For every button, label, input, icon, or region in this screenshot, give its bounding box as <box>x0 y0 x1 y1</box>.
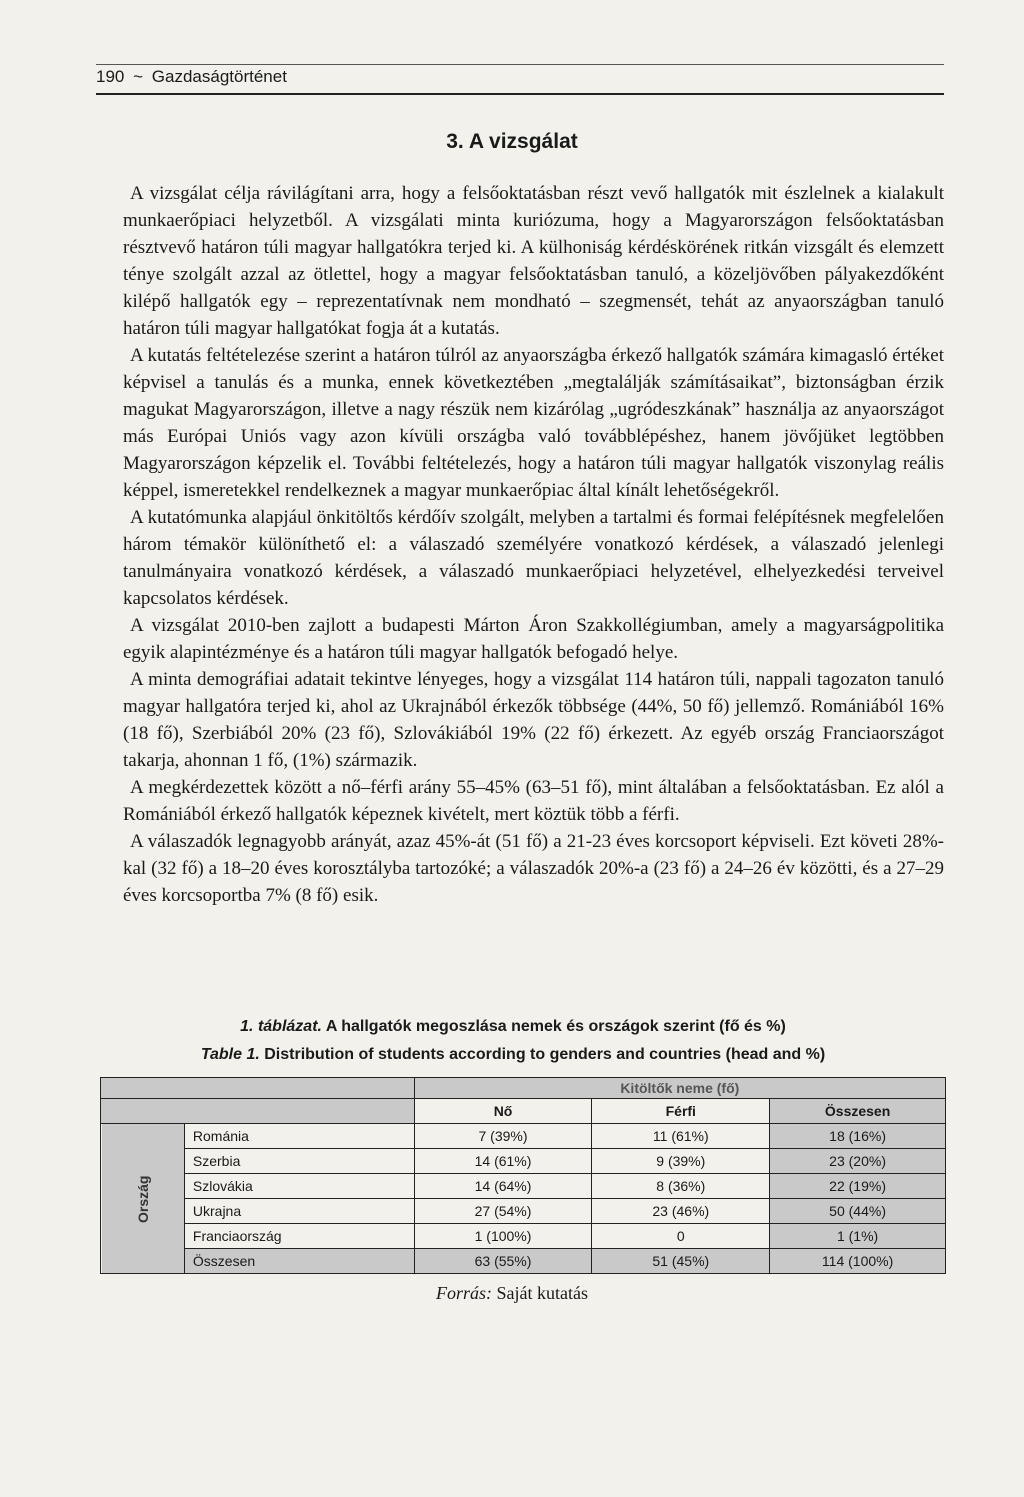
value-cell: 23 (20%) <box>770 1149 946 1174</box>
paragraph: A kutatás feltételezése szerint a határon túlról az anyaországba érkező hallgatók számára kimagasló értéket képvisel a tanulás és a munka, ennek következtében „megtalálják számításaikat”, biztonságban érzik magukat Magyarországon, illetve a nagy részük nem kizárólag „ugródeszkának” használja az anyaországot más Európai Uniós vagy azon kívüli országba való továbblépéshez, hanem jövőjüket legtöbben Magyarországon képzelik el. További feltételezés, hogy a határon túli magyar hallgatók viszonylag reális képpel, ismeretekkel rendelkeznek a magyar munkaerőpiac által kínált lehetőségekről. <box>123 345 944 501</box>
table-row-total <box>101 1249 946 1274</box>
table-row <box>101 1124 946 1149</box>
value-cell: 51 (45%) <box>592 1249 770 1274</box>
value-cell: 114 (100%) <box>770 1249 946 1274</box>
value-cell: 1 (1%) <box>770 1224 946 1249</box>
caption-en-label: Table 1. <box>200 1046 260 1063</box>
value-cell: 1 (100%) <box>414 1224 592 1249</box>
source-text: Saját kutatás <box>496 1283 588 1303</box>
paragraph: A minta demográfiai adatait tekintve lényeges, hogy a vizsgálat 114 határon túli, nappali tagozaton tanuló magyar hallgatóra terjed ki, ahol az Ukrajnából érkezők többsége (44%, 50 fő) jellemző. Romániából 16% (18 fő), Szerbiából 20% (23 fő), Szlovákiából 19% (22 fő) érkezett. Az egyéb ország Franciaországot takarja, ahonnan 1 fő, (1%) származik. <box>123 669 944 771</box>
page-number: 190 <box>96 67 125 86</box>
value-cell: 11 (61%) <box>592 1124 770 1149</box>
country-cell: Franciaország <box>184 1224 414 1249</box>
value-cell: 27 (54%) <box>414 1199 592 1224</box>
paragraph: A kutatómunka alapjául önkitöltős kérdőív szolgált, melyben a tartalmi és formai felépítésnek megfelelően három témakör különíthető el: a válaszadó személyére vonatkozó kérdések, a válaszadó jelenlegi tanulmányaira vonatkozó kérdések, a válaszadó munkaerőpiaci helyzetével, elhelyezkedési terveivel kapcsolatos kérdések. <box>123 507 944 609</box>
country-cell: Románia <box>184 1124 414 1149</box>
value-cell: 14 (61%) <box>414 1149 592 1174</box>
caption-en-text: Distribution of students according to genders and countries (head and %) <box>264 1046 826 1063</box>
value-cell: 0 <box>592 1224 770 1249</box>
caption-hu-label: 1. táblázat. <box>240 1018 322 1035</box>
table-row <box>101 1224 946 1249</box>
source-label: Forrás: <box>436 1283 493 1303</box>
column-header: Összesen <box>770 1099 946 1124</box>
running-header <box>96 64 944 95</box>
table-caption-en <box>100 1046 926 1064</box>
header-separator: ~ <box>133 67 144 86</box>
distribution-table <box>100 1077 946 1274</box>
paragraph: A vizsgálat 2010-ben zajlott a budapesti Márton Áron Szakkollégiumban, amely a magyarságpolitika egyik alapintézménye és a határon túli magyar hallgatók befogadó helye. <box>123 615 944 663</box>
country-cell: Szlovákia <box>184 1174 414 1199</box>
value-cell: 22 (19%) <box>770 1174 946 1199</box>
body-text <box>123 180 944 909</box>
table-row <box>101 1199 946 1224</box>
table-source <box>0 1283 1024 1304</box>
value-cell: 18 (16%) <box>770 1124 946 1149</box>
country-cell: Összesen <box>184 1249 414 1274</box>
table-row <box>101 1149 946 1174</box>
value-cell: 8 (36%) <box>592 1174 770 1199</box>
row-group-label: Ország <box>101 1124 185 1274</box>
column-header: Nő <box>414 1099 592 1124</box>
value-cell: 63 (55%) <box>414 1249 592 1274</box>
column-header: Férfi <box>592 1099 770 1124</box>
journal-name: Gazdaságtörténet <box>151 67 287 86</box>
country-cell: Szerbia <box>184 1149 414 1174</box>
value-cell: 23 (46%) <box>592 1199 770 1224</box>
group-header: Kitöltők neme (fő) <box>414 1078 945 1099</box>
value-cell: 9 (39%) <box>592 1149 770 1174</box>
paragraph: A vizsgálat célja rávilágítani arra, hogy a felsőoktatásban részt vevő hallgatók mit észlelnek a kialakult munkaerőpiaci helyzetből. A vizsgálati minta kuriózuma, hogy a Magyarországon felsőoktatásban résztvevő határon túli magyar hallgatókra terjed ki. A külhoniság kérdéskörének ritkán vizsgált és elemzett ténye szolgált azzal az ötlettel, hogy a magyar felsőoktatásban tanuló, a közeljövőben pályakezdőként kilépő hallgatók egy – reprezentatívnak nem mondható – szegmensét, tehát az anyaországban tanuló határon túli magyar hallgatókat fogja át a kutatás. <box>123 183 944 339</box>
paragraph: A megkérdezettek között a nő–férfi arány 55–45% (63–51 fő), mint általában a felsőoktatásban. Ez alól a Romániából érkező hallgatók képeznek kivételt, mert köztük több a férfi. <box>123 777 944 825</box>
table-corner <box>101 1078 415 1099</box>
paragraph: A válaszadók legnagyobb arányát, azaz 45%-át (51 fő) a 21-23 éves korcsoport képviseli. Ezt követi 28%-kal (32 fő) a 18–20 éves korosztályba tartozóké; a válaszadók 20%-a (23 fő) a 24–26 év közötti, és a 27–29 éves korcsoportba 7% (8 fő) esik. <box>123 831 944 906</box>
value-cell: 14 (64%) <box>414 1174 592 1199</box>
caption-hu-text: A hallgatók megoszlása nemek és országok szerint (fő és %) <box>325 1018 786 1035</box>
section-title: 3. A vizsgálat <box>446 130 578 153</box>
value-cell: 7 (39%) <box>414 1124 592 1149</box>
table-corner-2 <box>101 1099 415 1124</box>
table-row <box>101 1174 946 1199</box>
value-cell: 50 (44%) <box>770 1199 946 1224</box>
country-cell: Ukrajna <box>184 1199 414 1224</box>
table-caption-hu <box>100 1018 926 1036</box>
